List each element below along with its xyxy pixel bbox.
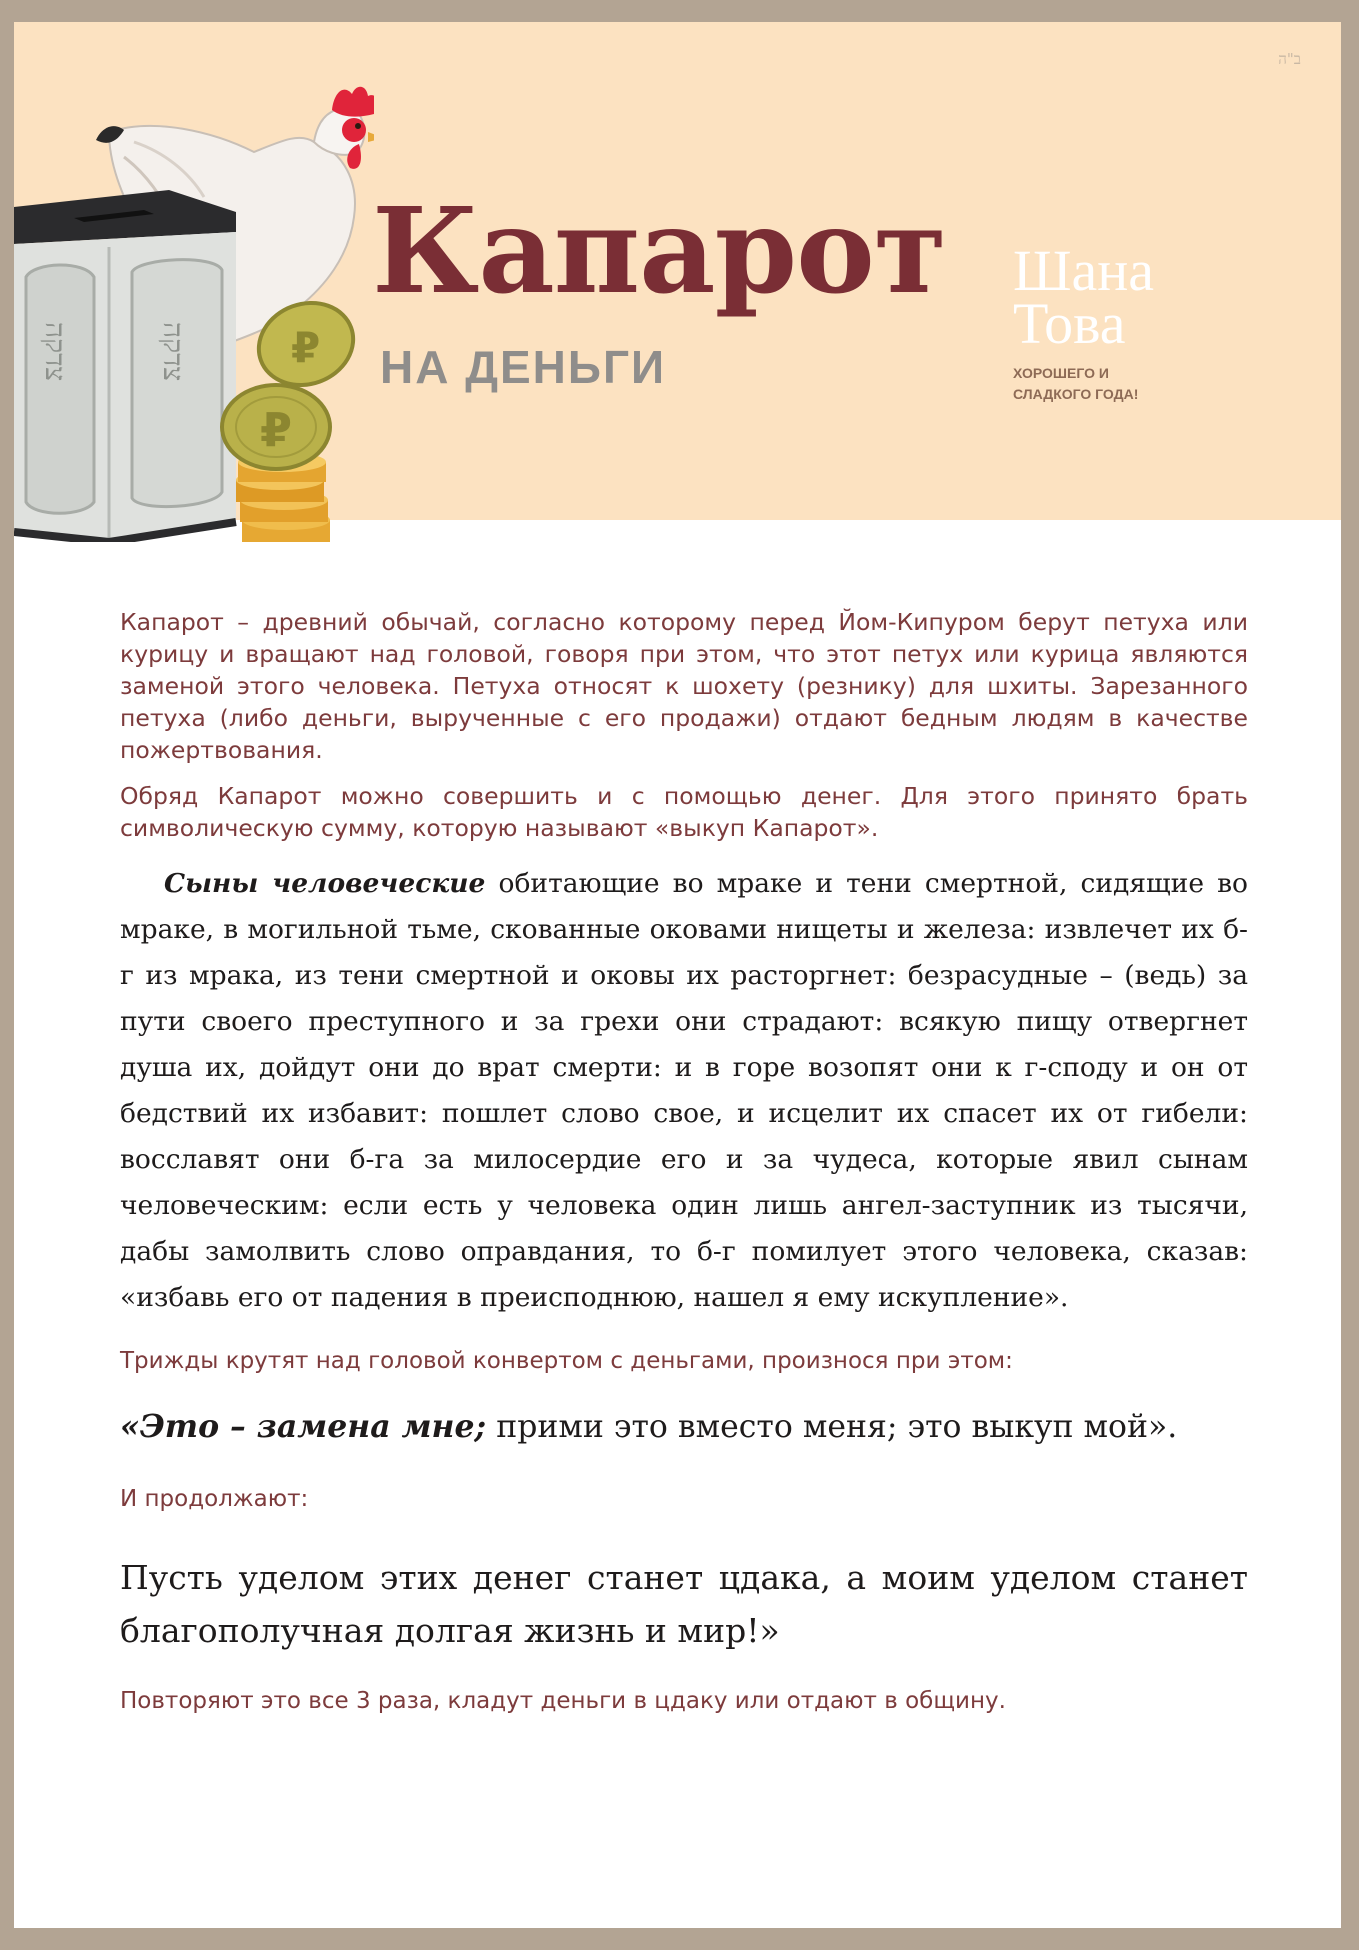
svg-text:צדקה: צדקה: [157, 322, 190, 382]
quote-lead: «Это – замена мне;: [120, 1408, 487, 1445]
page-sheet: [14, 22, 1341, 1928]
header-banner: [14, 22, 1341, 520]
svg-text:צדקה: צדקה: [39, 322, 72, 382]
prayer-paragraph: [120, 861, 1248, 1321]
shana-line-2: Това: [1013, 291, 1126, 356]
shana-tova-heading: [1013, 238, 1155, 356]
intro-paragraph: Капарот – древний обычай, согласно которому перед Йом-Кипуром берут петуха или курицу и вращают над головой, говоря при этом, что этот петух или курица являются заменой этого человека. Петуха относят к шохету (резнику) для шхиты. Зарезанного петуха (либо деньги, вырученные с его продажи) отдают бедным людям в качестве пожертвования.: [120, 608, 1248, 764]
money-note-paragraph: Обряд Капарот можно совершить и с помощью денег. Для этого принято брать символическую сумму, которую называют «выкуп Капарот».: [120, 782, 1248, 842]
svg-text:₽: ₽: [260, 403, 293, 457]
final-blessing: Пусть уделом этих денег станет цдака, а моим уделом станет благополучная долгая жизнь и мир!»: [120, 1558, 1248, 1650]
page-title: Капарот: [372, 181, 946, 320]
wish-line-2: СЛАДКОГО ГОДА!: [1013, 386, 1139, 402]
instruction-continue: И продолжают:: [120, 1486, 309, 1512]
shana-line-1: Шана: [1013, 238, 1155, 303]
bh-mark: ב"ה: [1278, 50, 1301, 68]
wish-line-1: ХОРОШЕГО И: [1013, 365, 1109, 381]
page-subtitle: НА ДЕНЬГИ: [380, 341, 667, 393]
svg-text:₽: ₽: [291, 323, 321, 372]
article-body: [120, 606, 1248, 1717]
prayer-lead: Сыны человеческие: [164, 868, 486, 899]
prayer-text: обитающие во мраке и тени смертной, сидящие во мраке, в могильной тьме, скованные оковами нищеты и железа: извлечет их б-г из мрака, из тени смертной и оковы их расторгнет: безрасудные – (ведь) за пути своего преступного и за грехи они страдают: всякую пищу отвергнет душа их, дойдут они до врат смерти: и в горе возопят они к г-споду и он от бедствий их избавит: пошлет слово свое, и исцелит их спасет их от гибели: восславят они б-га за милосердие его и за чудеса, которые явил сынам человеческим: если есть у человека один лишь ангел-заступник из тысячи, дабы замолвить слово оправдания, то б-г помилует этого человека, сказав: «избавь его от падения в преисподнюю, нашел я ему искупление».: [120, 868, 1248, 1313]
closing-instruction: Повторяют это все 3 раза, кладут деньги в цдаку или отдают в общину.: [120, 1688, 1006, 1714]
tzedakah-box-icon: [14, 190, 236, 542]
instruction-circle: Трижды крутят над головой конвертом с деньгами, произнося при этом:: [120, 1348, 1013, 1374]
new-year-wish: [1013, 363, 1183, 405]
quote-text: прими это вместо меня; это выкуп мой».: [486, 1409, 1178, 1445]
substitution-quote: [120, 1405, 1248, 1449]
header-illustration: [14, 22, 374, 542]
